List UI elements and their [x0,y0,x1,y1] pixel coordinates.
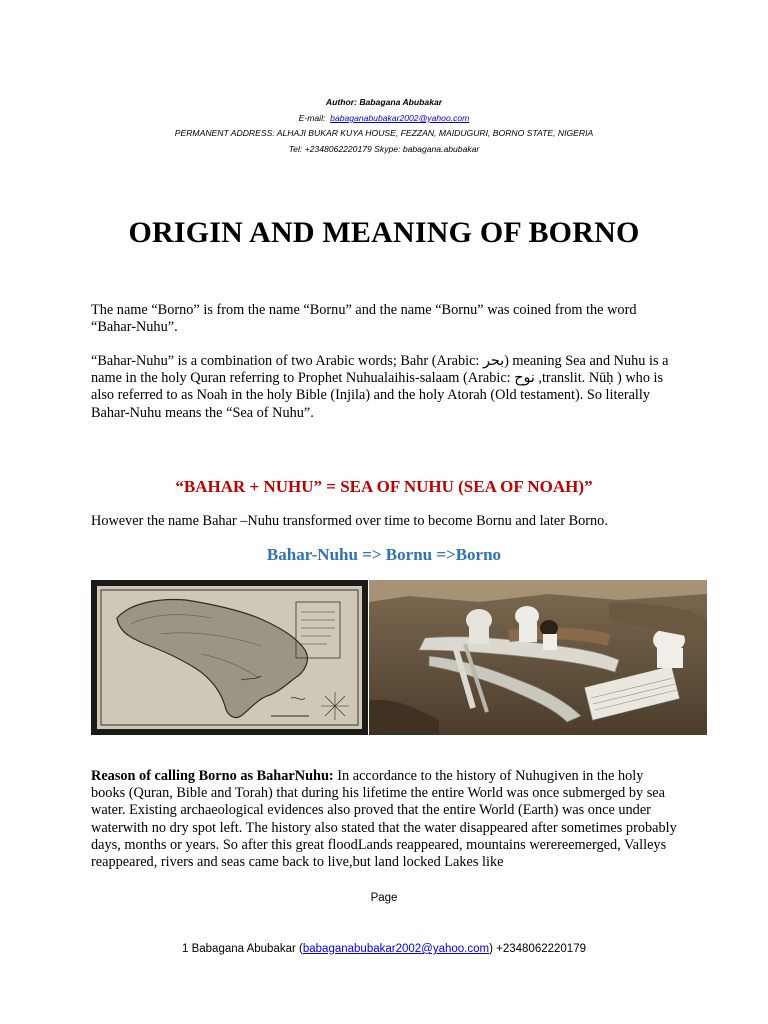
page-label: Page [370,892,398,904]
evolution-heading: Bahar-Nuhu => Bornu =>Borno [266,545,502,564]
paragraph-origin: The name “Borno” is from the name “Bornu” and the name “Bornu” was coined from the word “Bahar-Nuhu”. [91,302,637,336]
footer-prefix: 1 Babagana Abubakar ( [182,943,303,955]
equation-heading: “BAHAR + NUHU” = SEA OF NUHU (SEA OF NOAH)” [175,477,593,496]
page-title: ORIGIN AND MEANING OF BORNO [128,216,640,249]
address-line: PERMANENT ADDRESS: ALHAJI BUKAR KUYA HOUSE, FEZZAN, MAIDUGURI, BORNO STATE, NIGERIA [174,128,594,138]
footer-line [0,943,768,955]
email-link[interactable]: babaganabubakar2002@yahoo.com [330,113,470,123]
reason-body: In accordance to the history of Nuhugiven in the holy books (Quran, Bible and Torah) that during his lifetime the entire World was once submerged by sea water. Existing archaeological evidences also proved that the entire World (Earth) was once under waterwith no dry spot left. The history also stated that the water disappeared after sometimes probably days, months or years. So after this great floodLands reappeared, mountains werereemerged, Valleys reappeared, rivers and seas came back to live,but land locked Lakes like [91,768,677,871]
email-label: E-mail: [298,113,326,123]
paragraph-reason [91,768,681,871]
excavation-illustration [369,580,707,735]
lake-chad-map-image [91,580,368,735]
paragraph-transformation: However the name Bahar –Nuhu transformed over time to become Bornu and later Borno. [91,513,608,529]
email-line [0,113,768,123]
reason-heading: Reason of calling Borno as BaharNuhu: [91,768,334,784]
map-illustration [91,580,368,735]
contact-line: Tel: +2348062220179 Skype: babagana.abubakar [288,144,480,154]
archaeological-dig-image [369,580,707,735]
footer-email-link[interactable]: babaganabubakar2002@yahoo.com [302,943,490,955]
footer-suffix: ) +2348062220179 [489,943,586,955]
paragraph-meaning: “Bahar-Nuhu” is a combination of two Arabic words; Bahr (Arabic: بحر) meaning Sea and Nuhu is a name in the holy Quran referring to Prophet Nuhualaihis-salaam (Arabic: نوح ,translit. Nūḥ ) who is also referred to as Noah in the holy Bible (Injila) and the holy Atorah (Old testament). So literally Bahar-Nuhu means the “Sea of Nuhu”. [91,353,669,421]
author-line: Author: Babagana Abubakar [325,97,443,107]
